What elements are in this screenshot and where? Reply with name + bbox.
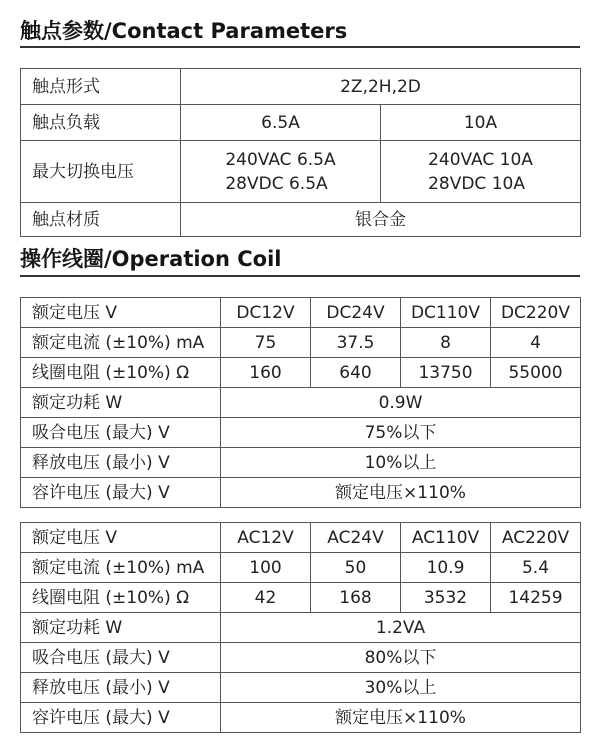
dc-coil-table [20, 297, 581, 508]
contact-load-label: 触点负载 [21, 105, 181, 141]
dc-resistance-cell: 13750 [401, 358, 491, 388]
dc-rated-voltage-label: 额定电压 V [21, 298, 221, 328]
dc-allowable-voltage-row [21, 478, 581, 508]
dc-current-cell: 8 [401, 328, 491, 358]
dc-current-cell: 37.5 [311, 328, 401, 358]
dc-allowable-voltage-value: 额定电压×110% [221, 478, 581, 508]
ac-voltage-header: AC24V [311, 523, 401, 553]
contact-material-value: 银合金 [181, 203, 581, 237]
ac-current-cell: 50 [311, 553, 401, 583]
dc-resistance-cell: 640 [311, 358, 401, 388]
ac-resistance-cell: 14259 [491, 583, 581, 613]
ac-resistance-cell: 3532 [401, 583, 491, 613]
dc-release-voltage-value: 10%以上 [221, 448, 581, 478]
dc-coil-resistance-row [21, 358, 581, 388]
dc-rated-power-label: 额定功耗 W [21, 388, 221, 418]
operation-coil-title: 操作线圈/Operation Coil [20, 247, 282, 271]
switch-voltage-ac-line: 240VAC 6.5A [225, 149, 336, 170]
ac-resistance-cell: 168 [311, 583, 401, 613]
dc-resistance-cell: 55000 [491, 358, 581, 388]
ac-rated-power-row [21, 613, 581, 643]
ac-pickup-voltage-label: 吸合电压 (最大) V [21, 643, 221, 673]
ac-release-voltage-value: 30%以上 [221, 673, 581, 703]
ac-resistance-cell: 42 [221, 583, 311, 613]
switch-voltage-dc-line: 28VDC 10A [428, 173, 525, 194]
switch-voltage-label: 最大切换电压 [21, 141, 181, 203]
dc-pickup-voltage-value: 75%以下 [221, 418, 581, 448]
dc-pickup-voltage-label: 吸合电压 (最大) V [21, 418, 221, 448]
ac-coil-table [20, 522, 581, 733]
dc-rated-current-label: 额定电流 (±10%) mA [21, 328, 221, 358]
contact-material-label: 触点材质 [21, 203, 181, 237]
dc-rated-power-row [21, 388, 581, 418]
dc-voltage-header: DC220V [491, 298, 581, 328]
contact-title-rule [20, 46, 580, 48]
ac-pickup-voltage-row [21, 643, 581, 673]
contact-form-row [21, 69, 581, 105]
dc-current-cell: 4 [491, 328, 581, 358]
contact-form-label: 触点形式 [21, 69, 181, 105]
contact-load-row [21, 105, 581, 141]
contact-load-value: 6.5A [181, 105, 381, 141]
switch-voltage-value [381, 141, 581, 203]
coil-title-rule [20, 275, 580, 277]
dc-voltage-header: DC110V [401, 298, 491, 328]
ac-rated-power-value: 1.2VA [221, 613, 581, 643]
ac-pickup-voltage-value: 80%以下 [221, 643, 581, 673]
contact-form-value: 2Z,2H,2D [181, 69, 581, 105]
ac-current-cell: 10.9 [401, 553, 491, 583]
switch-voltage-lines [428, 148, 533, 196]
ac-coil-resistance-row [21, 583, 581, 613]
ac-voltage-header: AC110V [401, 523, 491, 553]
ac-rated-current-row [21, 553, 581, 583]
contact-load-value: 10A [381, 105, 581, 141]
dc-resistance-cell: 160 [221, 358, 311, 388]
ac-rated-current-label: 额定电流 (±10%) mA [21, 553, 221, 583]
dc-pickup-voltage-row [21, 418, 581, 448]
dc-rated-current-row [21, 328, 581, 358]
ac-rated-voltage-row [21, 523, 581, 553]
dc-current-cell: 75 [221, 328, 311, 358]
ac-rated-power-label: 额定功耗 W [21, 613, 221, 643]
ac-release-voltage-row [21, 673, 581, 703]
ac-rated-voltage-label: 额定电压 V [21, 523, 221, 553]
contact-parameters-title: 触点参数/Contact Parameters [20, 19, 348, 43]
contact-material-row [21, 203, 581, 237]
ac-allowable-voltage-value: 额定电压×110% [221, 703, 581, 733]
ac-current-cell: 100 [221, 553, 311, 583]
ac-allowable-voltage-row [21, 703, 581, 733]
switch-voltage-row [21, 141, 581, 203]
dc-release-voltage-label: 释放电压 (最小) V [21, 448, 221, 478]
switch-voltage-value [181, 141, 381, 203]
ac-allowable-voltage-label: 容许电压 (最大) V [21, 703, 221, 733]
switch-voltage-lines [225, 148, 335, 196]
ac-voltage-header: AC220V [491, 523, 581, 553]
dc-voltage-header: DC24V [311, 298, 401, 328]
dc-rated-power-value: 0.9W [221, 388, 581, 418]
ac-coil-resistance-label: 线圈电阻 (±10%) Ω [21, 583, 221, 613]
switch-voltage-dc-line: 28VDC 6.5A [225, 173, 328, 194]
switch-voltage-ac-line: 240VAC 10A [428, 149, 533, 170]
dc-release-voltage-row [21, 448, 581, 478]
ac-voltage-header: AC12V [221, 523, 311, 553]
ac-current-cell: 5.4 [491, 553, 581, 583]
ac-release-voltage-label: 释放电压 (最小) V [21, 673, 221, 703]
dc-allowable-voltage-label: 容许电压 (最大) V [21, 478, 221, 508]
contact-parameters-table [20, 68, 581, 237]
dc-rated-voltage-row [21, 298, 581, 328]
dc-voltage-header: DC12V [221, 298, 311, 328]
dc-coil-resistance-label: 线圈电阻 (±10%) Ω [21, 358, 221, 388]
